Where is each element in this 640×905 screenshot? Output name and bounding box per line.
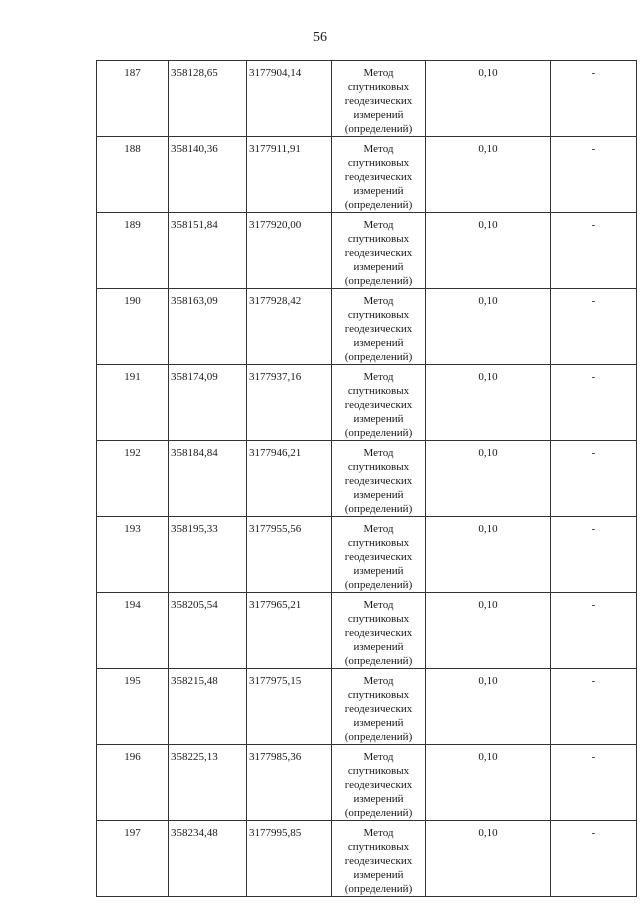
y-coordinate-cell: 3177920,00 (247, 213, 332, 289)
accuracy-cell: 0,10 (426, 213, 551, 289)
method-cell: Метод спутниковых геодезических измерений (определений) (332, 745, 426, 821)
y-coordinate-cell: 3177975,15 (247, 669, 332, 745)
coordinates-table (96, 60, 637, 897)
accuracy-cell: 0,10 (426, 137, 551, 213)
y-coordinate-cell: 3177985,36 (247, 745, 332, 821)
x-coordinate-cell: 358184,84 (169, 441, 247, 517)
method-cell: Метод спутниковых геодезических измерений (определений) (332, 441, 426, 517)
extra-cell: - (551, 365, 637, 441)
method-cell: Метод спутниковых геодезических измерений (определений) (332, 365, 426, 441)
accuracy-cell: 0,10 (426, 669, 551, 745)
point-number-cell: 189 (97, 213, 169, 289)
point-number-cell: 195 (97, 669, 169, 745)
y-coordinate-cell: 3177995,85 (247, 821, 332, 897)
point-number-cell: 194 (97, 593, 169, 669)
extra-cell: - (551, 289, 637, 365)
accuracy-cell: 0,10 (426, 365, 551, 441)
x-coordinate-cell: 358151,84 (169, 213, 247, 289)
extra-cell: - (551, 441, 637, 517)
y-coordinate-cell: 3177911,91 (247, 137, 332, 213)
point-number-cell: 197 (97, 821, 169, 897)
accuracy-cell: 0,10 (426, 61, 551, 137)
x-coordinate-cell: 358163,09 (169, 289, 247, 365)
table-row (97, 441, 637, 517)
y-coordinate-cell: 3177928,42 (247, 289, 332, 365)
table-row (97, 213, 637, 289)
x-coordinate-cell: 358195,33 (169, 517, 247, 593)
x-coordinate-cell: 358225,13 (169, 745, 247, 821)
table-row (97, 289, 637, 365)
point-number-cell: 193 (97, 517, 169, 593)
table-row (97, 61, 637, 137)
accuracy-cell: 0,10 (426, 441, 551, 517)
table-row (97, 821, 637, 897)
method-cell: Метод спутниковых геодезических измерений (определений) (332, 593, 426, 669)
extra-cell: - (551, 745, 637, 821)
method-cell: Метод спутниковых геодезических измерений (определений) (332, 669, 426, 745)
accuracy-cell: 0,10 (426, 745, 551, 821)
extra-cell: - (551, 821, 637, 897)
table-row (97, 745, 637, 821)
accuracy-cell: 0,10 (426, 289, 551, 365)
point-number-cell: 188 (97, 137, 169, 213)
table-body (97, 61, 637, 897)
accuracy-cell: 0,10 (426, 517, 551, 593)
extra-cell: - (551, 669, 637, 745)
y-coordinate-cell: 3177955,56 (247, 517, 332, 593)
x-coordinate-cell: 358128,65 (169, 61, 247, 137)
point-number-cell: 190 (97, 289, 169, 365)
method-cell: Метод спутниковых геодезических измерений (определений) (332, 213, 426, 289)
x-coordinate-cell: 358205,54 (169, 593, 247, 669)
x-coordinate-cell: 358215,48 (169, 669, 247, 745)
point-number-cell: 196 (97, 745, 169, 821)
method-cell: Метод спутниковых геодезических измерений (определений) (332, 61, 426, 137)
y-coordinate-cell: 3177946,21 (247, 441, 332, 517)
x-coordinate-cell: 358140,36 (169, 137, 247, 213)
table-row (97, 669, 637, 745)
method-cell: Метод спутниковых геодезических измерений (определений) (332, 137, 426, 213)
extra-cell: - (551, 137, 637, 213)
table-row (97, 365, 637, 441)
method-cell: Метод спутниковых геодезических измерений (определений) (332, 289, 426, 365)
y-coordinate-cell: 3177965,21 (247, 593, 332, 669)
x-coordinate-cell: 358234,48 (169, 821, 247, 897)
method-cell: Метод спутниковых геодезических измерений (определений) (332, 517, 426, 593)
point-number-cell: 191 (97, 365, 169, 441)
table-row (97, 137, 637, 213)
page-number: 56 (313, 30, 327, 45)
accuracy-cell: 0,10 (426, 821, 551, 897)
point-number-cell: 192 (97, 441, 169, 517)
table-row (97, 593, 637, 669)
point-number-cell: 187 (97, 61, 169, 137)
method-cell: Метод спутниковых геодезических измерений (определений) (332, 821, 426, 897)
table-row (97, 517, 637, 593)
y-coordinate-cell: 3177904,14 (247, 61, 332, 137)
x-coordinate-cell: 358174,09 (169, 365, 247, 441)
extra-cell: - (551, 593, 637, 669)
extra-cell: - (551, 517, 637, 593)
accuracy-cell: 0,10 (426, 593, 551, 669)
extra-cell: - (551, 213, 637, 289)
y-coordinate-cell: 3177937,16 (247, 365, 332, 441)
extra-cell: - (551, 61, 637, 137)
